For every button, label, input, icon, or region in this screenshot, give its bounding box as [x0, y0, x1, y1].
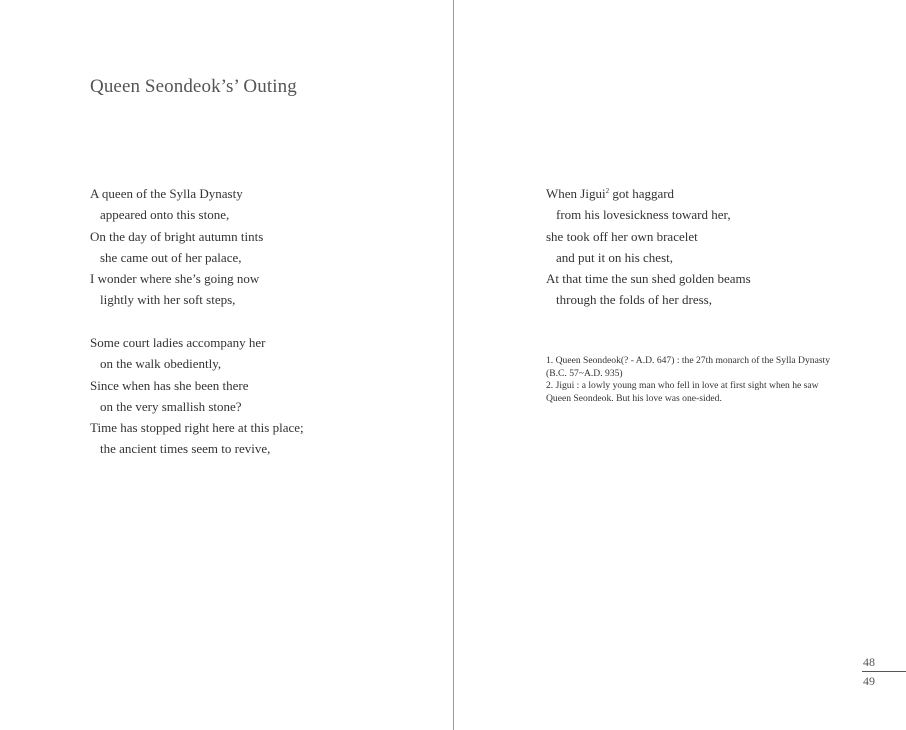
poem-line: through the folds of her dress, [556, 292, 712, 308]
poem-line: Since when has she been there [90, 377, 249, 393]
footnote: 2. Jigui : a lowly young man who fell in love at first sight when he saw Queen Seondeok. But his love was one-sided. [546, 380, 819, 405]
poem-line: the ancient times seem to revive, [100, 441, 271, 457]
poem-line-text: got haggard [609, 186, 675, 201]
poem-title: Queen Seondeok’s’ Outing [90, 76, 297, 97]
poem-line: she came out of her palace, [100, 249, 242, 265]
poem-line: At that time the sun shed golden beams [546, 271, 751, 287]
page-number-left: 48 [863, 655, 875, 669]
poem-line-text: When Jigui [546, 186, 606, 201]
poem-line: On the day of bright autumn tints [90, 228, 264, 244]
footnote: 1. Queen Seondeok(? - A.D. 647) : the 27th monarch of the Sylla Dynasty (B.C. 57~A.D. 935) [546, 355, 831, 379]
poem-line: appeared onto this stone, [100, 207, 230, 223]
poem-line [546, 183, 751, 204]
poem-line: on the very smallish stone? [100, 398, 242, 414]
footnotes [546, 355, 836, 406]
poem-line: she took off her own bracelet [546, 228, 698, 244]
poem-line: on the walk obediently, [100, 356, 222, 372]
footnote-marker: 2 [605, 187, 610, 195]
poem-line: from his lovesickness toward her, [556, 207, 731, 223]
poem-line: Some court ladies accompany her [90, 335, 266, 350]
page-number-rule [862, 671, 906, 672]
poem-line: A queen of the Sylla Dynasty [90, 186, 243, 201]
stanza-3 [546, 183, 751, 311]
poem-line: and put it on his chest, [556, 249, 673, 265]
poem-line: I wonder where she’s going now [90, 271, 260, 287]
page-spread-divider [453, 0, 454, 730]
stanza-2 [90, 332, 304, 460]
page-number-right: 49 [863, 674, 875, 688]
stanza-1 [90, 183, 263, 311]
poem-line: Time has stopped right here at this place; [90, 420, 304, 436]
poem-line: lightly with her soft steps, [100, 292, 236, 308]
page-numbers [862, 655, 906, 688]
